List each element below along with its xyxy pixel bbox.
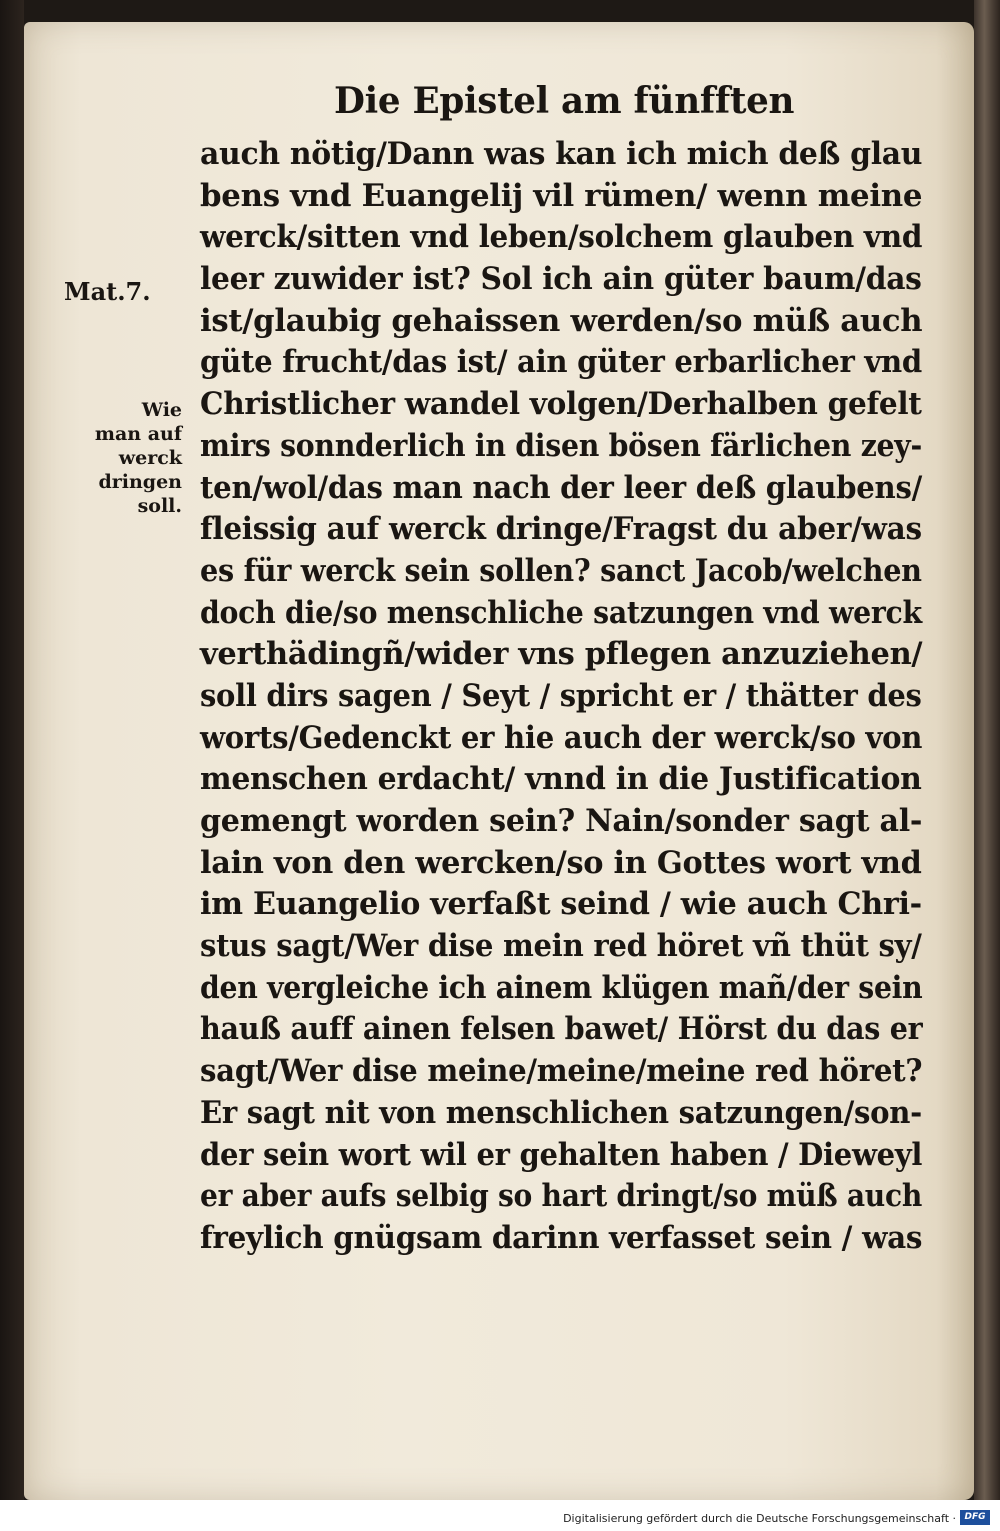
text-line: güte frucht/das ist/ ain güter erbarlicher vnd bbox=[200, 344, 922, 381]
text-line: werck/sitten vnd leben/solchem glauben vnd bbox=[200, 219, 923, 256]
text-line: worts/Gedenckt er hie auch der werck/so von bbox=[200, 719, 923, 756]
text-line: sagt/Wer dise meine/meine/meine red höret? bbox=[200, 1053, 923, 1090]
body-text bbox=[200, 134, 922, 1260]
text-line: hauß auff ainen felsen bawet/ Hörst du das er bbox=[200, 1011, 923, 1048]
text-line: auch nötig/Dann was kan ich mich deß glau bbox=[200, 136, 923, 172]
margin-gloss bbox=[62, 398, 182, 518]
text-line: Christlicher wandel volgen/Derhalben gefelt bbox=[200, 386, 922, 423]
text-line: soll dirs sagen / Seyt / spricht er / thätter des bbox=[200, 677, 922, 714]
text-line: ten/wol/das man nach der leer deß glaubens/ bbox=[200, 469, 922, 506]
text-line: Er sagt nit von menschlichen satzungen/son- bbox=[200, 1094, 922, 1131]
text-line: der sein wort wil er gehalten haben / Dieweyl bbox=[200, 1136, 923, 1173]
text-line: er aber aufs selbig so hart dringt/so müß auch bbox=[200, 1178, 922, 1215]
text-line: ist/glaubig gehaissen werden/so müß auch bbox=[200, 302, 923, 339]
text-line: stus sagt/Wer dise mein red höret vñ thüt sy/ bbox=[200, 928, 922, 965]
text-line: im Euangelio verfaßt seind / wie auch Chri- bbox=[200, 886, 922, 923]
text-line: bens vnd Euangelij vil rümen/ wenn meine bbox=[200, 177, 923, 214]
margin-gloss-line: werck bbox=[118, 447, 182, 469]
text-line: lain von den wercken/so in Gottes wort vnd bbox=[200, 844, 922, 881]
text-line: doch die/so menschliche satzungen vnd werck bbox=[200, 594, 922, 631]
margin-reference: Mat.7. bbox=[64, 277, 151, 306]
funding-credit: Digitalisierung gefördert durch die Deutsche Forschungsgemeinschaft · bbox=[563, 1512, 956, 1525]
text-line: leer zuwider ist? Sol ich ain güter baum/das bbox=[200, 261, 922, 298]
margin-gloss-line: Wie bbox=[141, 399, 182, 421]
margin-gloss-line: dringen bbox=[98, 471, 182, 493]
text-line: menschen erdacht/ vnnd in die Justification bbox=[200, 761, 922, 798]
running-head: Die Epistel am fünfften bbox=[334, 80, 795, 122]
margin-gloss-line: man auf bbox=[94, 423, 182, 445]
text-line: mirs sonnderlich in disen bösen färlichen zey- bbox=[200, 427, 922, 464]
text-line: fleissig auf werck dringe/Fragst du aber/was bbox=[200, 511, 922, 548]
dfg-logo: DFG bbox=[960, 1510, 990, 1525]
text-line: gemengt worden sein? Nain/sonder sagt al- bbox=[200, 803, 923, 839]
text-line: es für werck sein sollen? sanct Jacob/welchen bbox=[200, 552, 922, 589]
text-line: den vergleiche ich ainem klügen mañ/der sein bbox=[200, 969, 923, 1006]
text-line: freylich gnügsam darinn verfasset sein / was bbox=[200, 1219, 923, 1256]
left-scan-edge bbox=[0, 0, 24, 1531]
margin-gloss-line: soll. bbox=[137, 495, 182, 517]
text-line: verthädingñ/wider vns pflegen anzuziehen/ bbox=[200, 636, 923, 673]
book-binding-edge bbox=[974, 0, 1000, 1531]
